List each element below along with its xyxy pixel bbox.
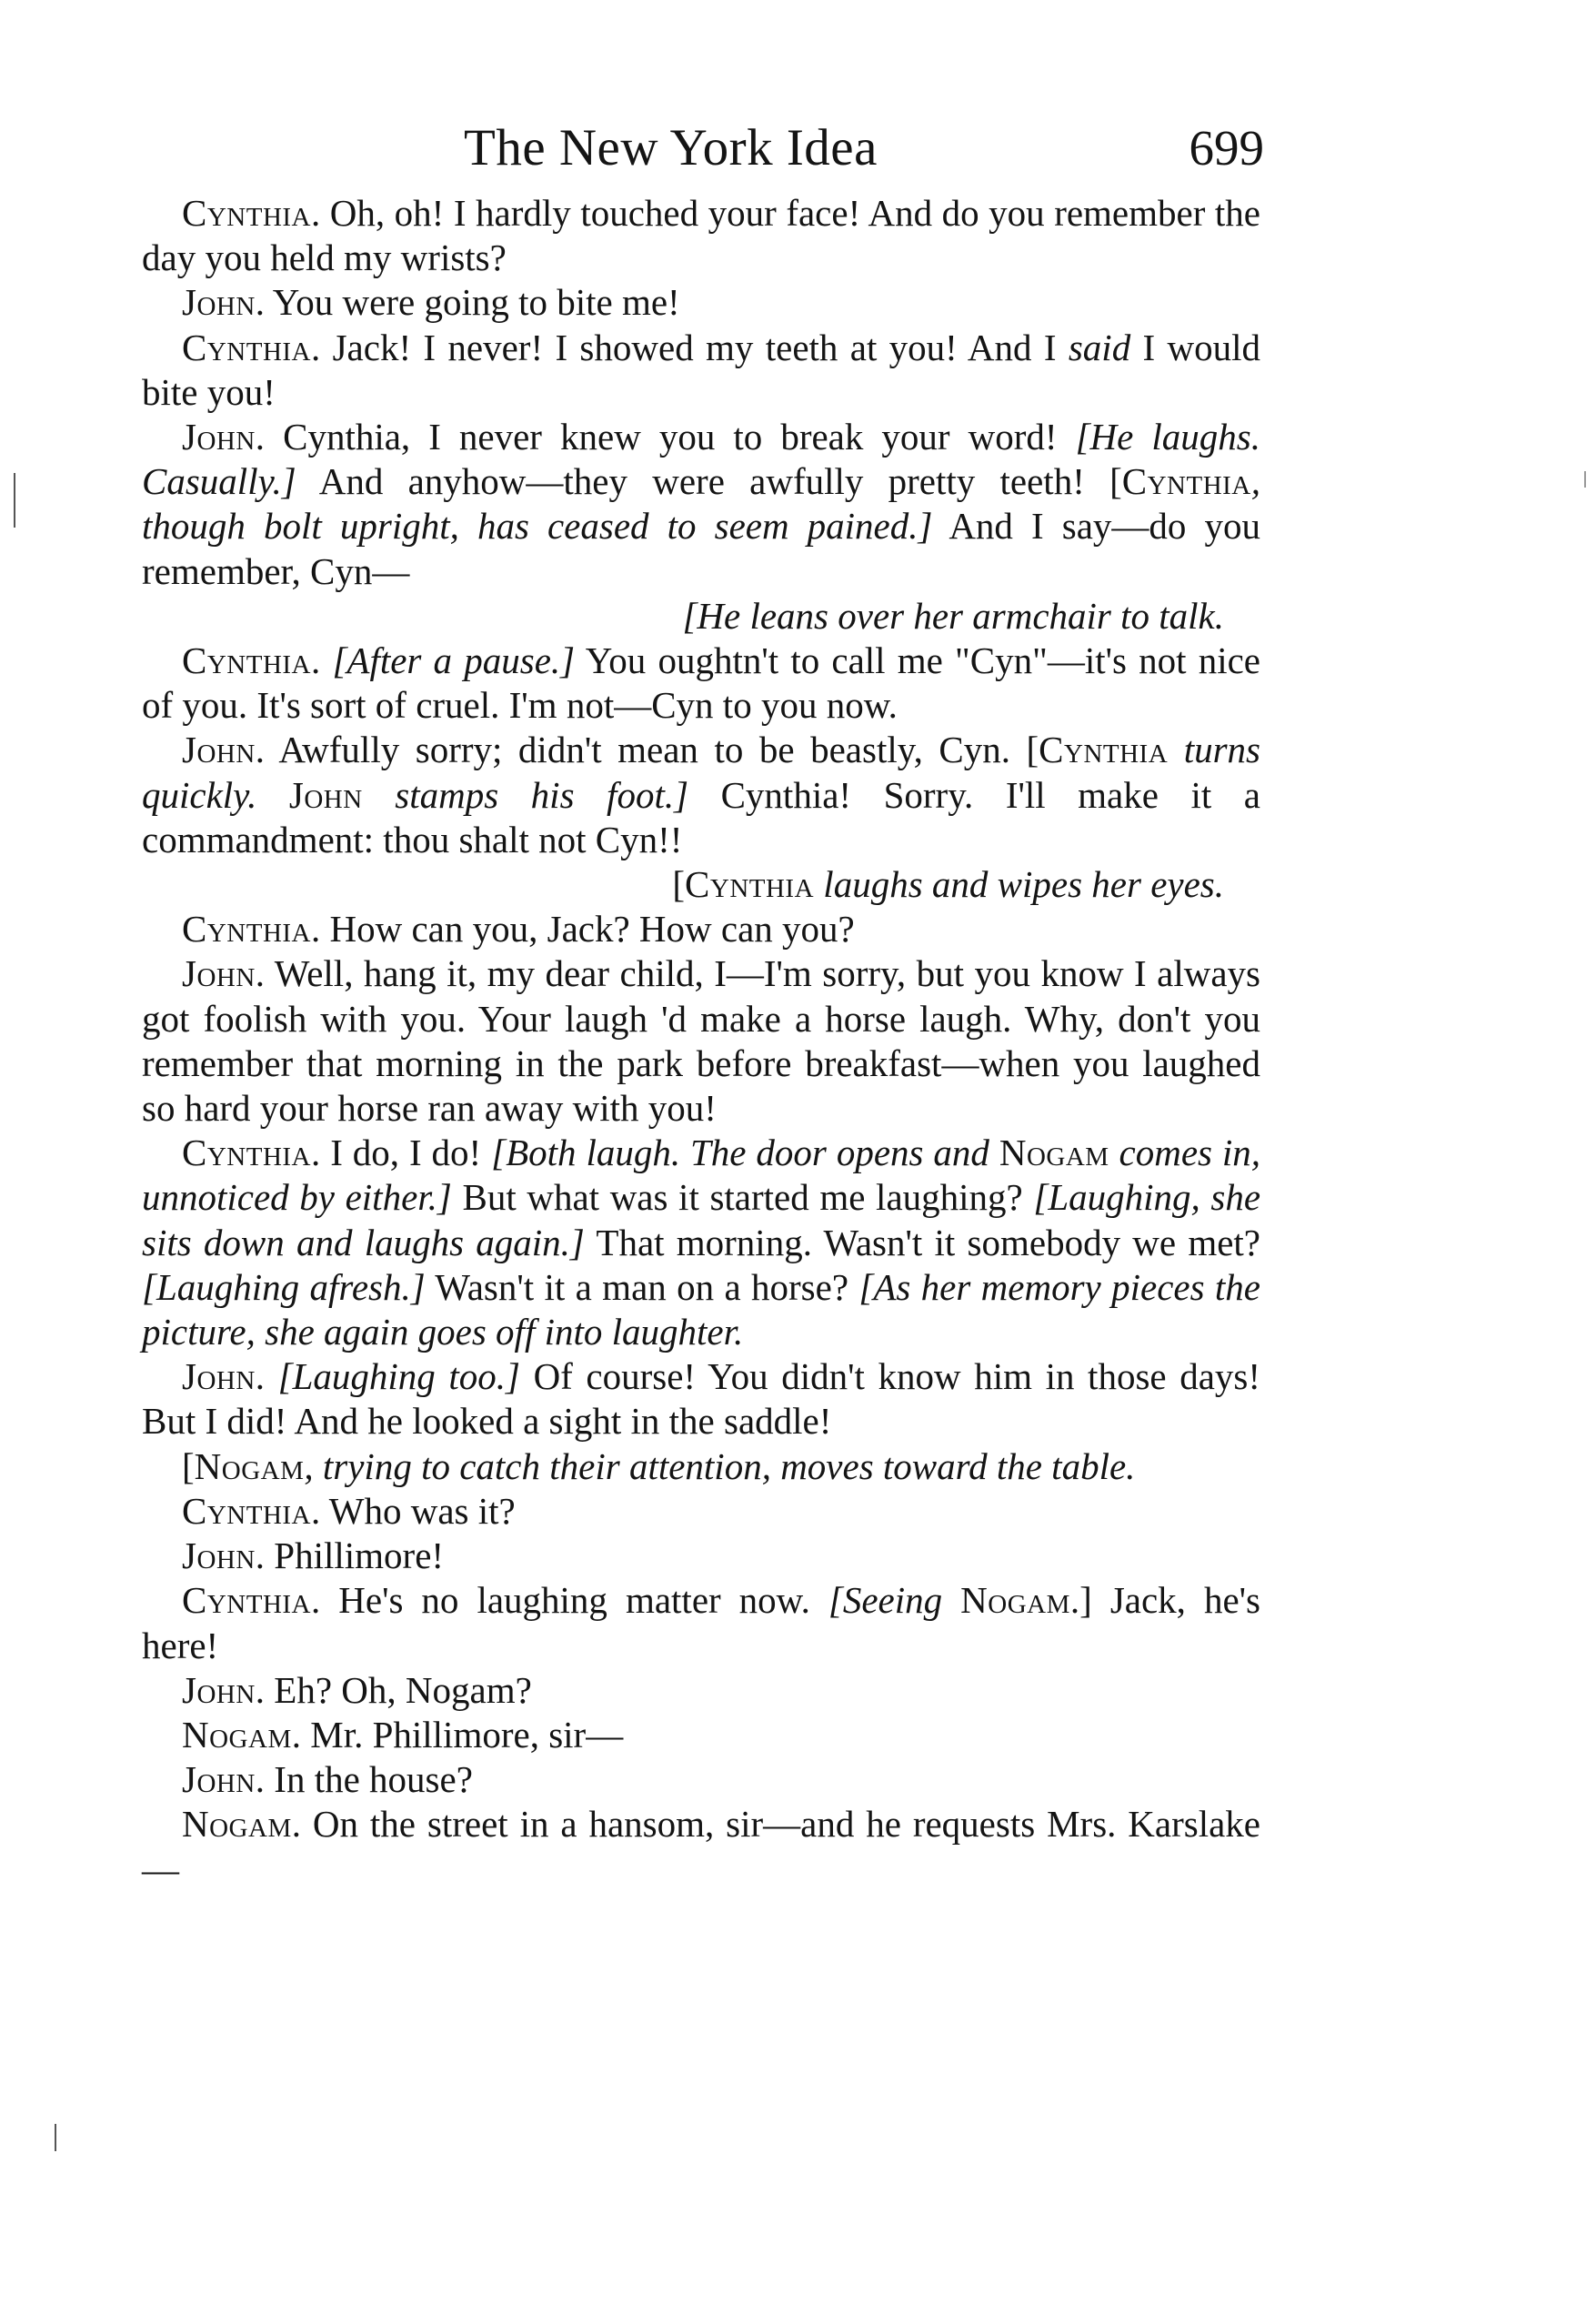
speech-text: And anyhow—they were awfully pretty teeth! [ [318,460,1122,503]
running-title: The New York Idea [464,119,878,176]
speech-text: In the house? [274,1758,473,1801]
dialogue-cynthia-6: Cynthia. Who was it? [182,1489,516,1532]
speaker-john: John [182,1758,256,1801]
speech-text: Who was it? [328,1489,516,1532]
speech-text: I would bite you! [142,326,1261,413]
stage-direction: [Laughing too.] [277,1355,520,1398]
page-number: 699 [1189,120,1264,176]
dialogue-john-3: John. Awfully sorry; didn't mean to be beastly, Cyn. [Cynthia turns quickly. John stamps his foot.] Cynthia! Sorry. I'll make it a commandment: thou shalt not Cyn!! [142,729,1261,860]
bracket: .] [1069,1579,1092,1622]
stage-direction: comes in, unnoticed by either.] [142,1132,1261,1219]
stage-character-name: Nogam [960,1579,1070,1622]
stage-direction: laughs and wipes her eyes. [823,863,1224,906]
speech-text: On the street in a hansom, sir—and he requests Mrs. Karslake— [142,1803,1260,1890]
dialogue-john-7: John. Eh? Oh, Nogam? [182,1668,532,1711]
speaker-nogam: Nogam [182,1713,292,1756]
dialogue-john-4: John. Well, hang it, my dear child, I—I'm sorry, but you know I always got foolish with you. Your laugh 'd make a horse laugh. Why, don't you remember that morning in the park before breakfast—when you laughed so hard your horse ran away with you! [142,952,1261,1130]
stage-direction-line [142,862,1260,907]
dialogue-cynthia-2: Cynthia. Jack! I never! I showed my teeth at you! And I said I would bite you! [142,326,1261,413]
dialogue-john-8: John. In the house? [182,1758,473,1801]
dialogue-john-1: John. You were going to bite me! [182,281,680,324]
speaker-john: John [182,729,256,771]
scan-mark [14,473,15,528]
speaker-cynthia: Cynthia [182,639,311,682]
speech-text: But what was it started me laughing? [462,1176,1023,1219]
speech-text: And I say—do you remember, Cyn— [142,505,1261,592]
speaker-john: John [182,281,256,324]
speaker-john: John [182,1668,256,1711]
dialogue-cynthia-5: Cynthia. I do, I do! [Both laugh. The door opens and Nogam comes in, unnoticed by either.] But what was it started me laughing? [Laughing, she sits down and laughs again.] That morning. Wasn't it somebody we met? [Laughing afresh.] Wasn't it a man on a horse? [As her memory pieces the picture, she again goes off into laughter. [142,1132,1261,1353]
speech-text: Awfully sorry; didn't mean to be beastly, Cyn. [ [278,729,1039,771]
stage-character-name: Nogam [999,1132,1109,1174]
stage-direction: [Laughing afresh.] [142,1265,426,1308]
stage-direction: , though bolt upright, has ceased to seem pained.] [142,460,1260,548]
speaker-cynthia: Cynthia [182,908,311,951]
speech-text: How can you, Jack? How can you? [329,908,855,951]
dialogue-john-6: John. Phillimore! [182,1534,445,1577]
speech-text: Oh, oh! I hardly touched your face! And do you remember the day you held my wrists? [142,192,1260,279]
dialogue-cynthia-1: Cynthia. Oh, oh! I hardly touched your face! And do you remember the day you held my wrists? [142,192,1260,279]
stage-character-name: Cynthia [685,863,815,906]
dialogue-cynthia-7: Cynthia. He's no laughing matter now. [Seeing Nogam.] Jack, he's here! [142,1579,1260,1666]
stage-direction-line: [He leans over her armchair to talk. [682,594,1224,637]
stage-direction-line [142,1444,1260,1489]
stage-character-name: Cynthia [1121,460,1251,503]
stage-character-name: Cynthia [1039,729,1169,771]
dialogue-cynthia-4: Cynthia. How can you, Jack? How can you? [182,908,855,951]
speech-text: Cynthia! Sorry. I'll make it a commandment: thou shalt not Cyn!! [142,773,1260,860]
stage-direction: , trying to catch their attention, moves toward the table. [304,1444,1136,1487]
speaker-john: John [182,1534,256,1577]
speech-text: He's no laughing matter now. [338,1579,810,1622]
speaker-nogam: Nogam [182,1803,292,1846]
stage-character-name: Nogam [194,1444,305,1487]
play-text [142,191,1260,1892]
speech-text: Phillimore! [274,1534,445,1577]
stage-direction: [He laughs. Casually.] [142,416,1260,503]
speaker-cynthia: Cynthia [182,1579,311,1622]
speech-text: Cynthia, I never knew you to break your word! [283,416,1058,458]
speech-text: You oughtn't to call me "Cyn"—it's not nice of you. It's sort of cruel. I'm not—Cyn to you now. [142,639,1261,727]
speaker-john: John [182,416,256,458]
speech-text: Well, hang it, my dear child, I—I'm sorry, but you know I always got foolish with you. Your laugh 'd make a horse laugh. Why, don't you remember that morning in the park before breakfast—when you laughed so hard your horse ran away with you! [142,952,1261,1130]
stage-direction: [As her memory pieces the picture, she again goes off into laughter. [142,1265,1260,1353]
speaker-john: John [182,952,256,995]
speech-text: Wasn't it a man on a horse? [435,1265,849,1308]
scan-mark [55,2124,56,2151]
stage-direction: [Laughing, she sits down and laughs again.] [142,1176,1261,1263]
dialogue-nogam-2: Nogam. On the street in a hansom, sir—and he requests Mrs. Karslake— [142,1803,1260,1890]
scan-mark [1584,471,1586,488]
speaker-cynthia: Cynthia [182,1132,311,1174]
speech-text: That morning. Wasn't it somebody we met? [596,1221,1261,1263]
speech-text: Of course! You didn't know him in those days! But I did! And he looked a sight in the saddle! [142,1355,1261,1443]
bracket: [ [672,863,686,906]
speech-text: Jack, he's here! [142,1579,1260,1666]
stage-character-name: John [288,773,363,816]
speaker-cynthia: Cynthia [182,192,311,234]
stage-direction: [Seeing [828,1579,943,1622]
speech-text: You were going to bite me! [272,281,680,324]
dialogue-nogam-1: Nogam. Mr. Phillimore, sir— [182,1713,624,1756]
speech-text: Eh? Oh, Nogam? [274,1668,532,1711]
dialogue-john-5: John. [Laughing too.] Of course! You didn't know him in those days! But I did! And he looked a sight in the saddle! [142,1355,1261,1443]
stage-direction: stamps his foot.] [395,773,689,816]
speaker-john: John [182,1355,256,1398]
emphasis-text: said [1068,326,1131,368]
stage-direction: [After a pause.] [332,639,576,682]
page-header [136,107,1264,189]
speaker-cynthia: Cynthia [182,1489,311,1532]
speech-text: Jack! I never! I showed my teeth at you! And I [332,326,1057,368]
bracket: [ [182,1444,195,1487]
speech-text: Mr. Phillimore, sir— [310,1713,624,1756]
stage-direction: [Both laugh. The door opens and [491,1132,989,1174]
speech-text: I do, I do! [330,1132,482,1174]
stage-direction: turns quickly. [142,729,1261,816]
speaker-cynthia: Cynthia [182,326,311,368]
dialogue-john-2: John. Cynthia, I never knew you to break your word! [He laughs. Casually.] And anyhow—they were awfully pretty teeth! [Cynthia, though bolt upright, has ceased to seem pained.] And I say—do you remember, Cyn— [142,416,1261,592]
dialogue-cynthia-3: Cynthia. [After a pause.] You oughtn't to call me "Cyn"—it's not nice of you. It's sort of cruel. I'm not—Cyn to you now. [142,639,1261,727]
